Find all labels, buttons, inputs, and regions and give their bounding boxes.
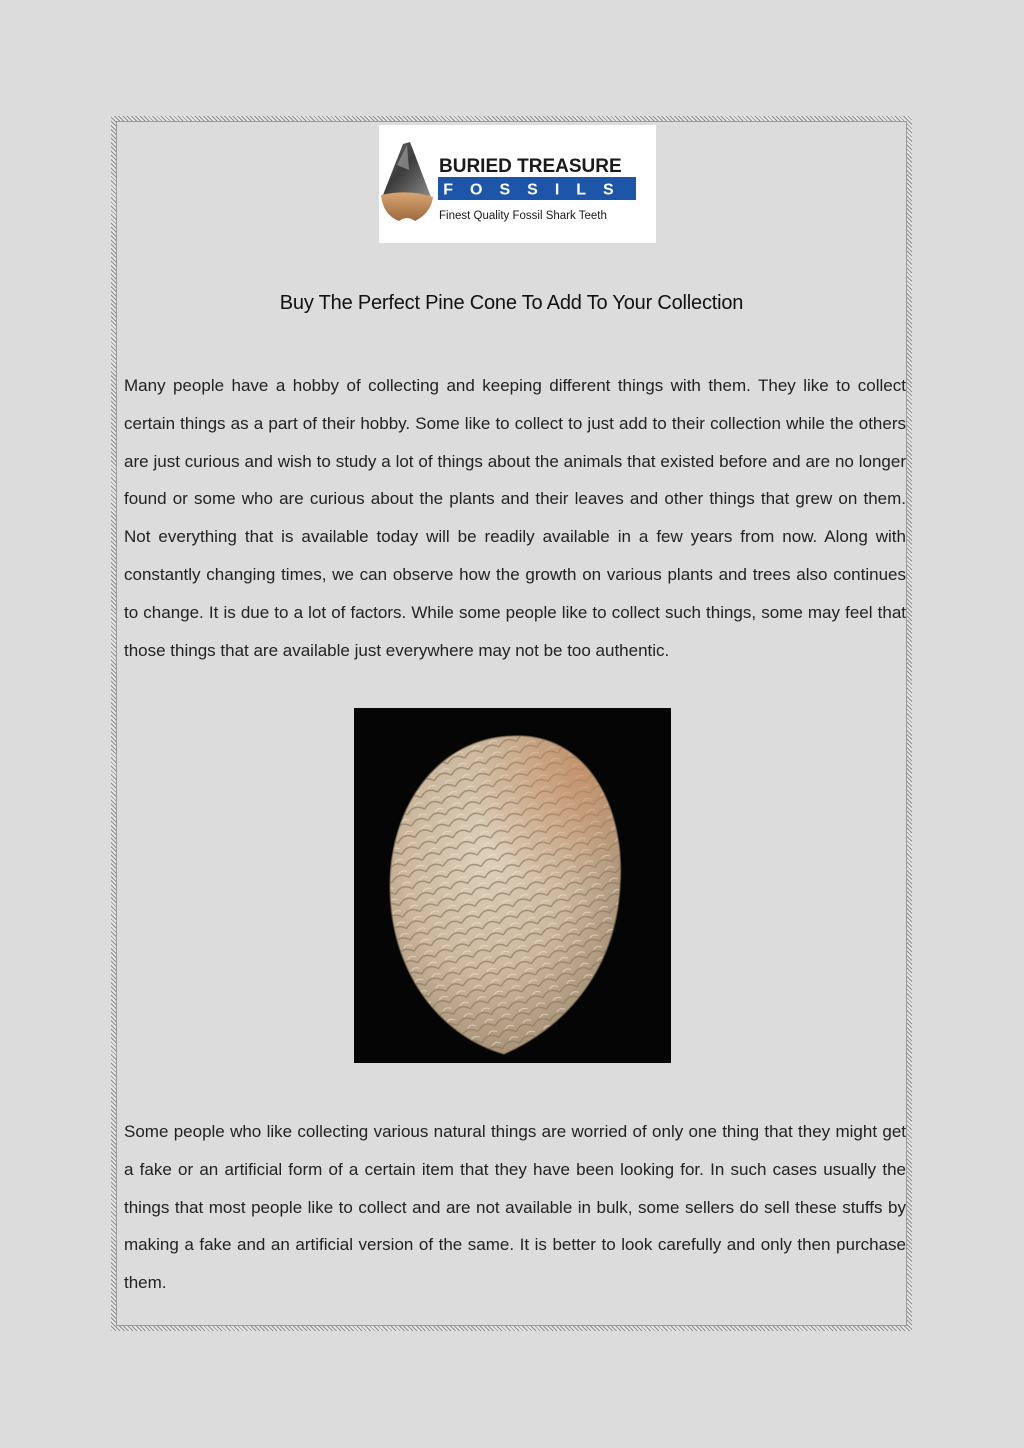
logo-tagline: Finest Quality Fossil Shark Teeth [439,210,607,222]
logo-line2: FOSSILS [443,181,631,199]
shark-tooth-icon [379,125,656,243]
page-title: Buy The Perfect Pine Cone To Add To Your Collection [279,292,744,314]
brand-logo [379,125,656,243]
pine-cone-photo [354,708,671,1063]
document-page [111,116,912,1331]
body-paragraph-2: Some people who like collecting various natural things are worried of only one thing that they might get a fake or an artificial form of a certain item that they have been looking for. In such cases usually the things that most people like to collect and are not available in bulk, some sellers do sell these stuffs by making a fake and an artificial version of the same. It is better to look carefully and only then purchase them. [124,1122,906,1293]
body-paragraph-1: Many people have a hobby of collecting and keeping different things with them. They like to collect certain things as a part of their hobby. Some like to collect to just add to their collection while the others are just curious and wish to study a lot of things about the animals that existed before and are no longer found or some who are curious about the plants and their leaves and other things that grew on them. Not everything that is available today will be readily available in a few years from now. Along with constantly changing times, we can observe how the growth on various plants and trees also continues to change. It is due to a lot of factors. While some people like to collect such things, some may feel that those things that are available just everywhere may not be too authentic. [124,376,906,660]
logo-line1: BURIED TREASURE [439,156,622,177]
